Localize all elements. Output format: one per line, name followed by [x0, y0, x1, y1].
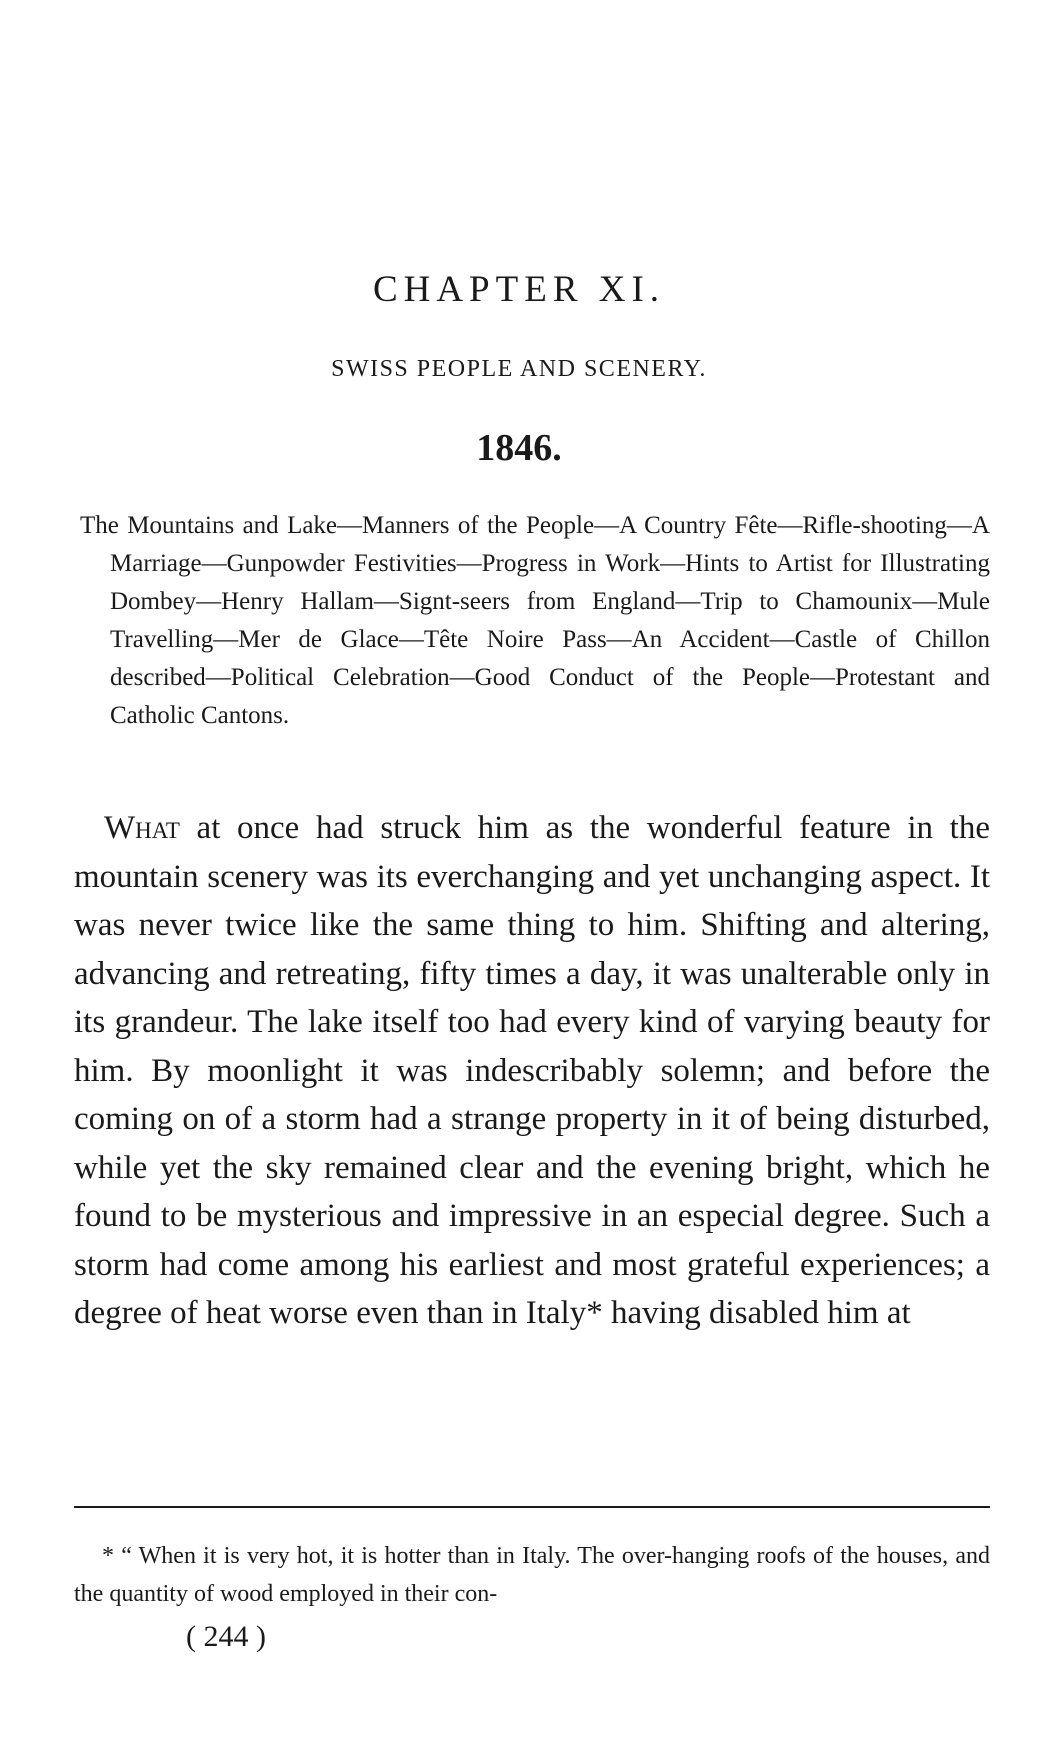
chapter-subtitle: SWISS PEOPLE AND SCENERY.	[331, 356, 707, 382]
chapter-synopsis: The Mountains and Lake—Manners of the People—A Country Fête—Rifle-shooting—A Marriage—Gunpowder Festivities—Progress in Work—Hints to Artist for Illustrating Dombey—Henry Hallam—Signt-seers from England—Trip to Chamounix—Mule Travelling—Mer de Glace—Tête Noire Pass—An Accident—Castle of Chillon described—Political Celebration—Good Conduct of the People—Protestant and Catholic Cantons.	[80, 512, 990, 729]
body-paragraph	[74, 804, 990, 1338]
page-number: ( 244 )	[186, 1620, 266, 1653]
paragraph-text: at once had struck him as the wonderful feature in the mountain scenery was its everchanging and yet unchanging aspect. It was never twice like the same thing to him. Shifting and altering, advancing and retreating, fifty times a day, it was unalterable only in its grandeur. The lake itself too had every kind of varying beauty for him. By moonlight it was indescribably solemn; and before the coming on of a storm had a strange property in it of being disturbed, while yet the sky remained clear and the evening bright, which he found to be mysterious and impressive in an especial degree. Such a storm had come among his earliest and most grateful experiences; a degree of heat worse even than in Italy* having disabled him at	[74, 810, 990, 1331]
chapter-heading: CHAPTER XI.	[372, 269, 666, 310]
chapter-year: 1846.	[476, 427, 562, 469]
lead-word: What	[104, 810, 180, 846]
footnote: * “ When it is very hot, it is hotter than in Italy. The over-hanging roofs of the houses, and the quantity of wood employed in their con-	[74, 1543, 990, 1607]
footnote-divider	[74, 1506, 990, 1508]
